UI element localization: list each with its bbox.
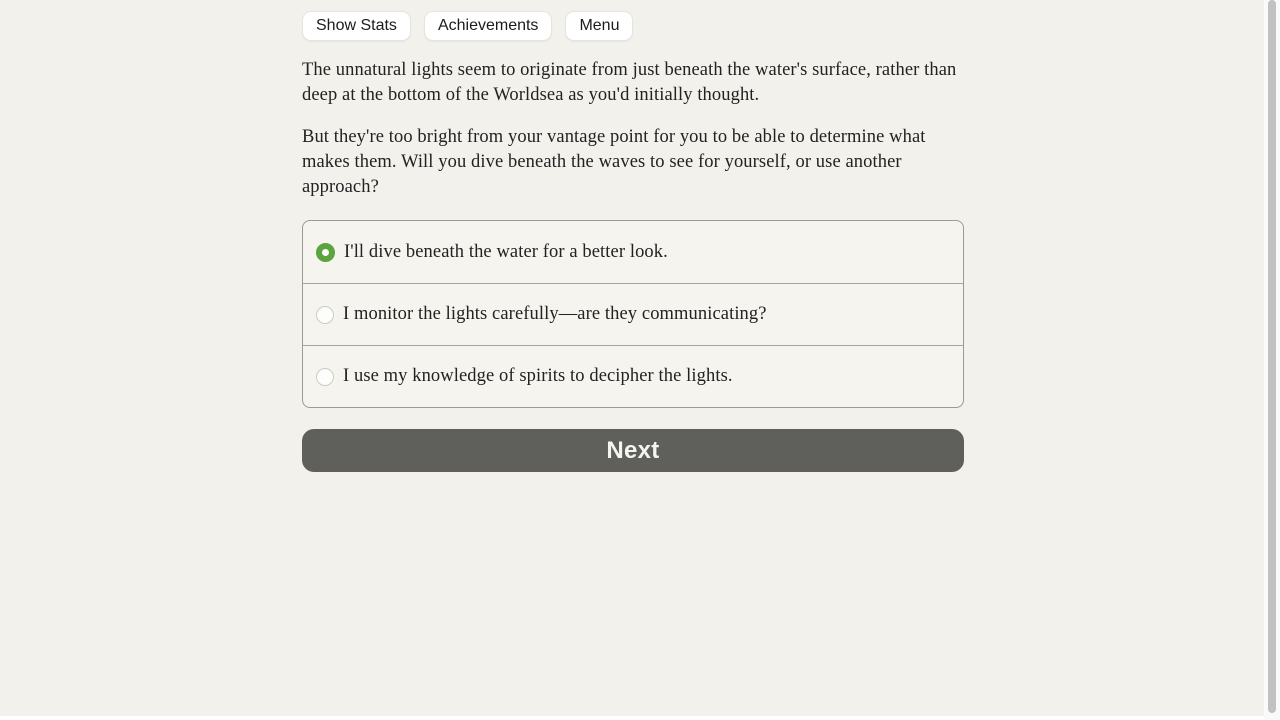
choice-option-dive[interactable] [303, 221, 963, 283]
choice-option-label: I'll dive beneath the water for a better look. [344, 241, 668, 262]
story-text [302, 58, 964, 200]
vertical-scrollbar[interactable] [1264, 0, 1280, 720]
choice-option-label: I use my knowledge of spirits to decipher the lights. [343, 366, 733, 386]
choice-option-monitor[interactable] [303, 283, 963, 345]
choice-option-spirits[interactable] [303, 345, 963, 407]
story-paragraph: The unnatural lights seem to originate from just beneath the water's surface, rather than deep at the bottom of the Worldsea as you'd initially thought. [302, 60, 957, 105]
next-button[interactable]: Next [302, 429, 964, 472]
choice-option-label: I monitor the lights carefully—are they communicating? [343, 304, 767, 324]
achievements-button[interactable]: Achievements [424, 11, 553, 41]
show-stats-button[interactable]: Show Stats [302, 11, 411, 41]
game-toolbar [302, 0, 964, 41]
scrollbar-thumb[interactable] [1268, 0, 1276, 713]
radio-button-selected[interactable] [316, 243, 335, 262]
radio-button-unselected[interactable] [316, 306, 334, 324]
radio-button-unselected[interactable] [316, 368, 334, 386]
story-content-column [302, 0, 964, 472]
choice-list [302, 220, 964, 408]
menu-button[interactable]: Menu [565, 11, 633, 41]
story-paragraph: But they're too bright from your vantage point for you to be able to determine what makes them. Will you dive beneath the waves to see for yourself, or use another approach? [302, 127, 926, 197]
